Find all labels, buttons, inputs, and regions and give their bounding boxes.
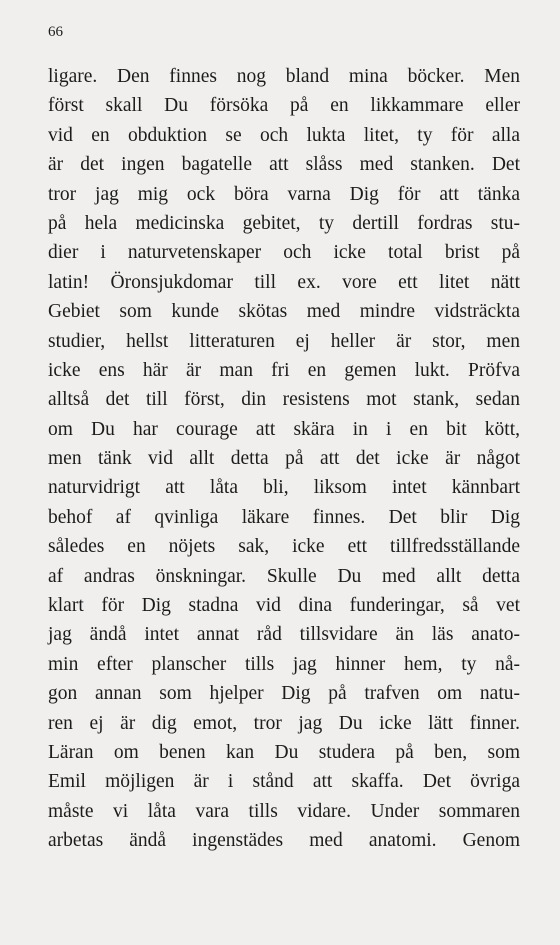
- text-line: af andras önskningar. Skulle Du med allt detta: [48, 565, 520, 587]
- page-number: 66: [48, 24, 63, 40]
- text-line: således en nöjets sak, icke ett tillfredsställande: [48, 536, 520, 558]
- text-line: latin! Öronsjukdomar till ex. vore ett litet nätt: [48, 271, 520, 293]
- body-text: [48, 62, 520, 856]
- text-line: på hela medicinska gebitet, ty dertill fordras stu-: [48, 212, 520, 234]
- text-line: behof af qvinliga läkare finnes. Det blir Dig: [48, 506, 520, 528]
- text-line: Gebiet som kunde skötas med mindre vidsträckta: [48, 301, 520, 323]
- text-line: men tänk vid allt detta på att det icke är något: [48, 448, 520, 470]
- text-line: klart för Dig stadna vid dina funderingar, så vet: [48, 595, 520, 617]
- text-line: tror jag mig ock böra varna Dig för att tänka: [48, 183, 520, 205]
- text-line: jag ändå intet annat råd tillsvidare än läs anato-: [48, 624, 520, 646]
- text-line: ligare. Den finnes nog bland mina böcker. Men: [48, 66, 520, 87]
- text-line: vid en obduktion se och lukta litet, ty för alla: [48, 124, 520, 146]
- text-line: är det ingen bagatelle att slåss med stanken. Det: [48, 154, 520, 176]
- text-line: studier, hellst litteraturen ej heller är stor, men: [48, 330, 520, 352]
- text-line: Läran om benen kan Du studera på ben, som: [48, 741, 520, 763]
- text-line: dier i naturvetenskaper och icke total brist på: [48, 242, 520, 264]
- text-line: gon annan som hjelper Dig på trafven om natu-: [48, 683, 520, 705]
- text-line: måste vi låta vara tills vidare. Under sommaren: [48, 800, 520, 822]
- text-line: om Du har courage att skära in i en bit kött,: [48, 418, 520, 440]
- text-line: ren ej är dig emot, tror jag Du icke lätt finner.: [48, 712, 520, 734]
- text-line: min efter planscher tills jag hinner hem, ty nå-: [48, 653, 520, 675]
- text-line: alltså det till först, din resistens mot stank, sedan: [48, 389, 520, 411]
- text-line: först skall Du försöka på en likkammare eller: [48, 95, 520, 117]
- text-line: naturvidrigt att låta bli, liksom intet kännbart: [48, 477, 520, 499]
- text-line: icke ens här är man fri en gemen lukt. Pröfva: [48, 359, 520, 381]
- text-line: arbetas ändå ingenstädes med anatomi. Genom: [48, 830, 520, 852]
- text-line: Emil möjligen är i stånd att skaffa. Det övriga: [48, 771, 520, 793]
